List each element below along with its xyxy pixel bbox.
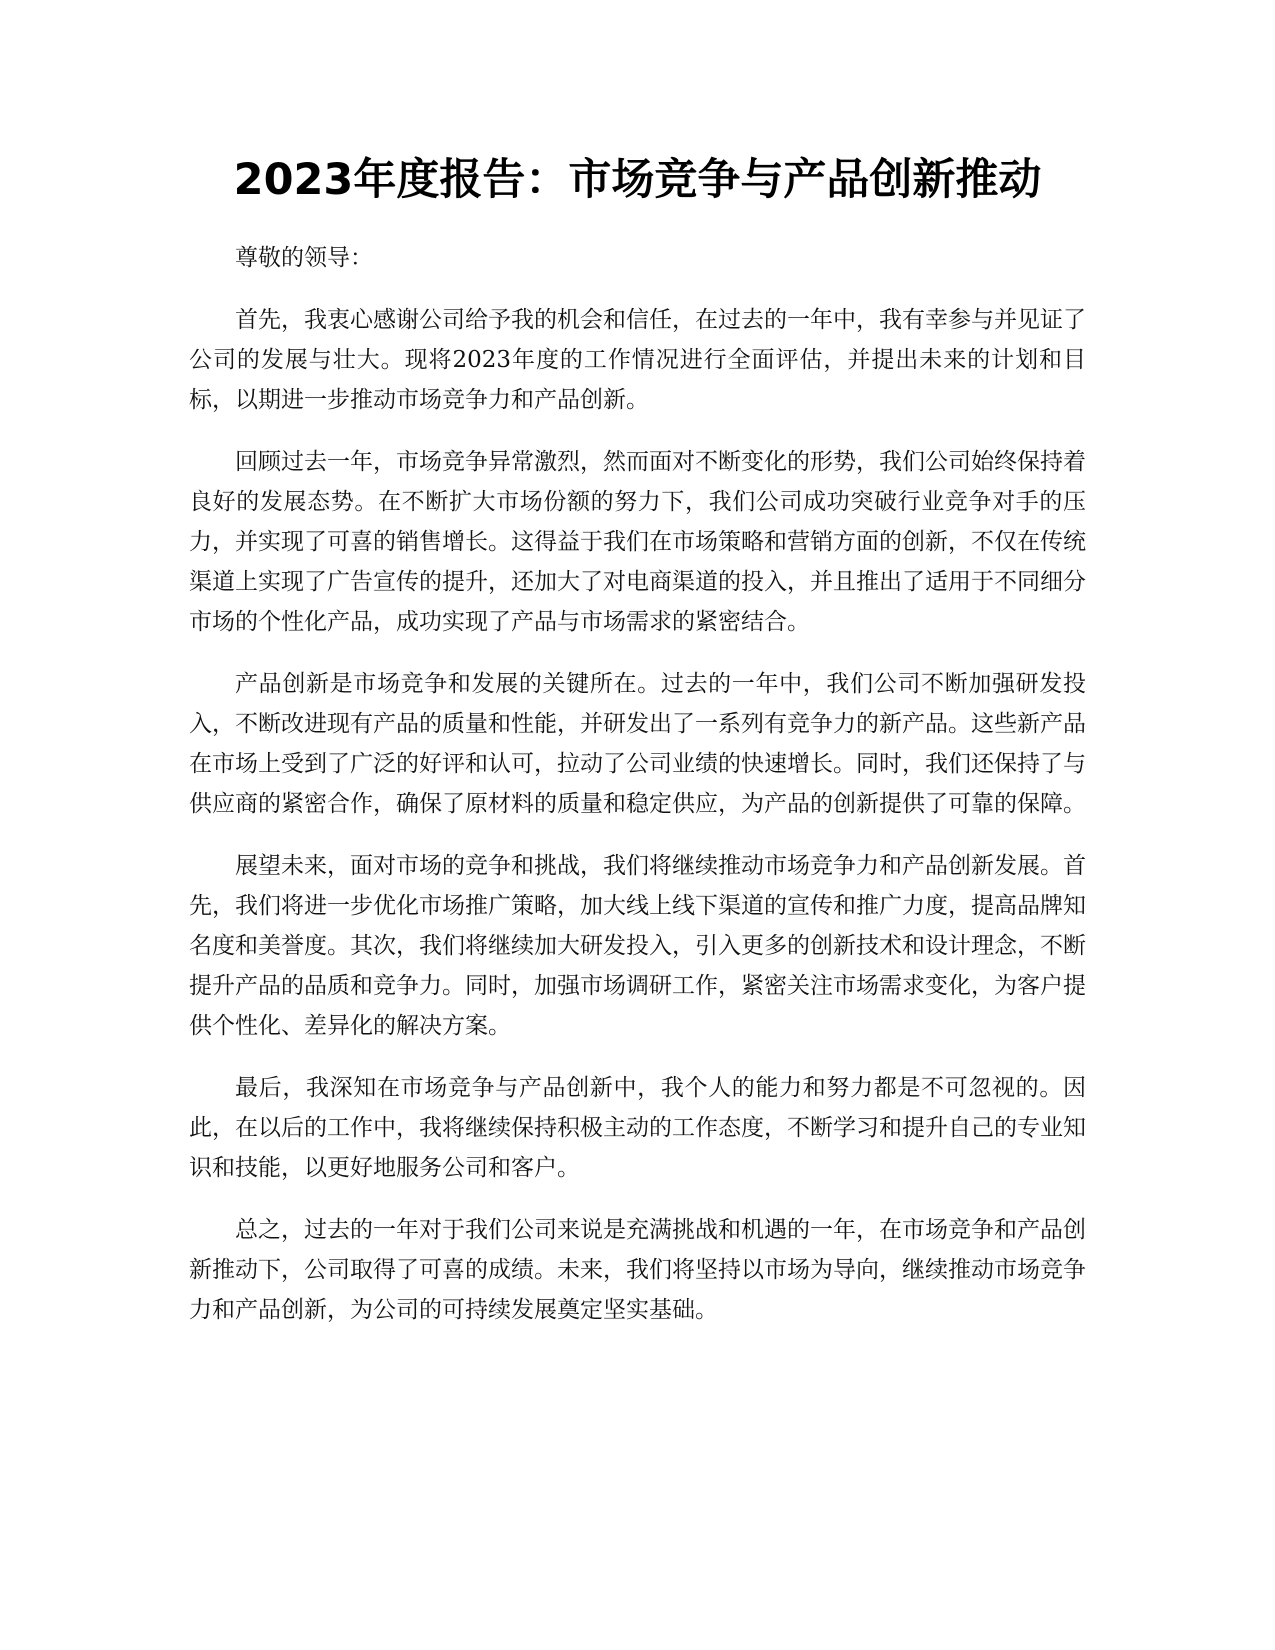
paragraph-intro: 首先，我衷心感谢公司给予我的机会和信任，在过去的一年中，我有幸参与并见证了公司的发展与壮大。现将2023年度的工作情况进行全面评估，并提出未来的计划和目标，以期进一步推动市场竞争力和产品创新。 — [189, 307, 1086, 413]
paragraph-review: 回顾过去一年，市场竞争异常激烈，然而面对不断变化的形势，我们公司始终保持着良好的发展态势。在不断扩大市场份额的努力下，我们公司成功突破行业竞争对手的压力，并实现了可喜的销售增长。这得益于我们在市场策略和营销方面的创新，不仅在传统渠道上实现了广告宣传的提升，还加大了对电商渠道的投入，并且推出了适用于不同细分市场的个性化产品，成功实现了产品与市场需求的紧密结合。 — [189, 449, 1086, 635]
paragraph-outlook: 展望未来，面对市场的竞争和挑战，我们将继续推动市场竞争力和产品创新发展。首先，我们将进一步优化市场推广策略，加大线上线下渠道的宣传和推广力度，提高品牌知名度和美誉度。其次，我们将继续加大研发投入，引入更多的创新技术和设计理念，不断提升产品的品质和竞争力。同时，加强市场调研工作，紧密关注市场需求变化，为客户提供个性化、差异化的解决方案。 — [189, 853, 1086, 1039]
paragraph-personal: 最后，我深知在市场竞争与产品创新中，我个人的能力和努力都是不可忽视的。因此，在以后的工作中，我将继续保持积极主动的工作态度，不断学习和提升自己的专业知识和技能，以更好地服务公司和客户。 — [189, 1075, 1086, 1181]
paragraph-innovation: 产品创新是市场竞争和发展的关键所在。过去的一年中，我们公司不断加强研发投入，不断改进现有产品的质量和性能，并研发出了一系列有竞争力的新产品。这些新产品在市场上受到了广泛的好评和认可，拉动了公司业绩的快速增长。同时，我们还保持了与供应商的紧密合作，确保了原材料的质量和稳定供应，为产品的创新提供了可靠的保障。 — [189, 671, 1086, 817]
document-title: 2023年度报告：市场竞争与产品创新推动 — [233, 155, 1042, 205]
salutation: 尊敬的领导： — [235, 245, 373, 271]
document-body — [189, 238, 1086, 1352]
paragraph-conclusion: 总之，过去的一年对于我们公司来说是充满挑战和机遇的一年，在市场竞争和产品创新推动下，公司取得了可喜的成绩。未来，我们将坚持以市场为导向，继续推动市场竞争力和产品创新，为公司的可持续发展奠定坚实基础。 — [189, 1217, 1086, 1323]
